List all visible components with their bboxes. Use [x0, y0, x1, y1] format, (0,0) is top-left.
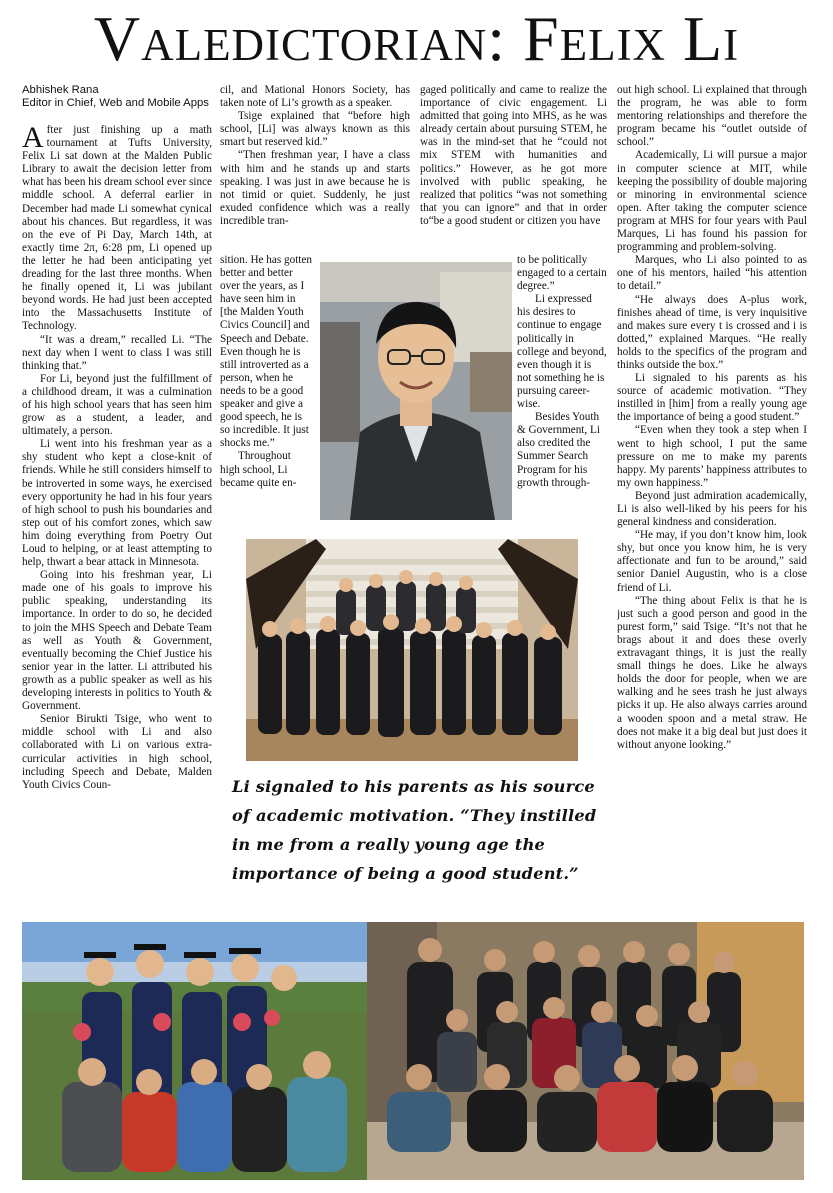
column-3-top — [420, 84, 607, 254]
paragraph: “He always does A-plus work, finishes ahead of time, is very inquisitive and makes sure every t is crossed and i is dotted,” explained Marques. “He really holds to the specifics of the program and thinks outside the box.” — [617, 293, 807, 371]
paragraph: sition. He has gotten better and better over the years, as I have seen him in [the Malden Youth Civics Council] and Speech and Debate. Even though he is still introverted as a person, when he needs to be a good speaker and give a good speech, he is so incredible. It just shocks me.” — [220, 254, 312, 450]
paragraph: “Then freshman year, I have a class with him and he stands up and starts speaking. I was just in awe because he is not timid or quiet. Suddenly, he just exuded confidence which was a really incredible tran- — [220, 149, 410, 227]
paragraph: to be politically engaged to a certain degree.” — [517, 254, 607, 293]
paragraph: Marques, who Li also pointed to as one of his mentors, hailed “his attention to detail.” — [617, 254, 807, 293]
paragraph: Going into his freshman year, Li made one of his goals to improve his public speaking, understanding its importance. In order to do so, he decided to join the MHS Speech and Debate Team as well as Youth & Government, eventually becoming the Chief Justice his senior year in the latter. Li attributed his growth as a public speaker as well as his developing interests in politics to Youth & Government. — [22, 569, 212, 713]
pull-quote: Li signaled to his parents as his source of academic motivation. “They instilled in me from a really young age the importance of being a good student.” — [232, 777, 597, 883]
column-2-wrap — [220, 254, 312, 529]
column-2-top — [220, 84, 410, 254]
column-3-wrap — [517, 254, 607, 529]
paragraph: Tsige explained that “before high school, [Li] was always known as this smart but reserved kid.” — [220, 110, 410, 149]
paragraph: “He may, if you don’t know him, look shy, but once you know him, he is very affectionate and fun to be around,” said senior Daniel Augustin, who is a close friend of Li. — [617, 529, 807, 594]
paragraph: Besides Youth & Government, Li also credited the Summer Search Program for his growth through- — [517, 411, 600, 489]
paragraph: Throughout high school, Li became quite en- — [220, 450, 297, 489]
paragraph: Li went into his freshman year as a shy student who kept a close-knit of friends. While he still considers himself to be introverted in some ways, he exercised every opportunity he had in his four years of high school to push his boundaries and step out of his comfort zones, which saw him doing everything from Poetry Out Loud to helping, or at least attempting to help, thwart a bear attack in Minnesota. — [22, 438, 212, 569]
paragraph: “It was a dream,” recalled Li. “The next day when I went to class I was still thinking that.” — [22, 333, 212, 372]
paragraph: For Li, beyond just the fulfillment of a childhood dream, it was a culmination of his high school years that has seen him grow as a student, a leader, and ultimately, a person. — [22, 372, 212, 438]
column-4 — [617, 84, 807, 914]
paragraph: out high school. Li explained that through the program, he was able to form mentoring relationships and therefore the program became his “outlet outside of school.” — [617, 84, 807, 149]
byline — [22, 84, 212, 110]
paragraph: Beyond just admiration academically, Li is also well-liked by his peers for his general kindness and consideration. — [617, 489, 807, 529]
graduation-photo — [22, 922, 367, 1180]
paragraph: Li signaled to his parents as his source of academic motivation. “They instilled in [him] from a really young age the importance of being a good student.” — [617, 372, 807, 424]
paragraph: Academically, Li will pursue a major in computer science at MIT, while keeping the possibility of double majoring or minoring in environmental science open. After taking the computer science program at MHS for four years with Paul Marques, Li has found his passion for programming and problem-solving. — [617, 149, 807, 254]
author-role: Editor in Chief, Web and Mobile Apps — [22, 97, 209, 109]
group-stairs-photo — [246, 539, 578, 761]
paragraph: Li expressed his desires to continue to engage politically in college and beyond, even though it is not something he is pursuing career-wise. — [517, 293, 607, 411]
paragraph: “Even when they took a step when I went to high school, I put the same pressure on me to make my parents happy. My parents’ happiness attributes to my own happiness.” — [617, 424, 807, 489]
club-group-photo — [367, 922, 804, 1180]
paragraph: cil, and Mational Honors Society, has taken note of Li’s growth as a speaker. — [220, 84, 410, 110]
paragraph: Senior Birukti Tsige, who went to middle school with Li and also collaborated with Li on various extra-curricular activities in high school, including Speech and Debate, Malden Youth Civics Coun- — [22, 713, 212, 791]
headline: Valedictorian: Felix Li — [93, 3, 740, 74]
paragraph: After just finishing up a math tournament at Tufts University, Felix Li sat down at the Malden Public Library to await the decision letter from what has been his dream school ever since middle school. A deferral earlier in December had made Li somewhat cynical about his chances. But regardless, it was on the eve of Pi Day, March 14th, at exactly time 2π, 6:28 pm, Li opened up the letter he had been anticipating yet dreading for the last three months. When he finally opened it, Li was jubilant beyond words. He had just been accepted into the Massachusetts Institute of Technology. — [22, 121, 212, 333]
author-name: Abhishek Rana — [22, 84, 99, 96]
portrait-photo — [320, 262, 512, 520]
paragraph: gaged politically and came to realize the importance of civic engagement. Li admitted that going into MHS, as he was already certain about pursuing STEM, he was in the mind-set that he “could not mix STEM with humanities and politics.” However, as he got more involved with public speaking, he realized that politics “was not something that you can ignore” and that in order to“be a good student or citizen you have — [420, 84, 607, 227]
column-1 — [22, 84, 212, 914]
paragraph: “The thing about Felix is that he is just such a good person and good in the purest form,” said Tsige. “It’s not that he brags about it and does these overly extravagant things, it is just the really small things he does. Like he always holds the door for people, when we are walking and he sees trash he just always picks it up. He also always carries around a wooden spoon and a metal straw. He does not make it a big deal but just does it without anyone looking.” — [617, 594, 807, 751]
drop-cap: A — [22, 121, 44, 154]
